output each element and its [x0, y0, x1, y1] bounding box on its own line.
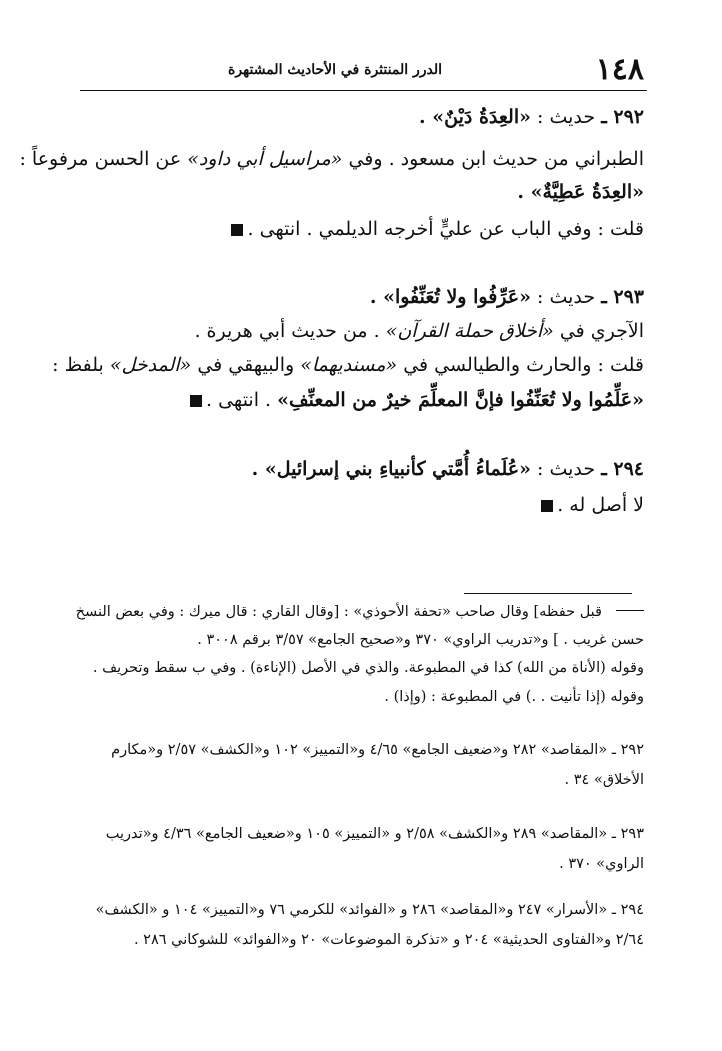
text-run: قبل حفظه] وقال صاحب «تحفة الأحوذي» : [وقال القاري : قال ميرك : وفي بعض النسخ — [75, 604, 602, 620]
text-run: الطبراني من حديث ابن مسعود . وفي — [348, 148, 644, 170]
hadith-292-note — [68, 218, 644, 240]
running-title: الدرر المنتثرة في الأحاديث المشتهرة — [227, 62, 442, 78]
text-run: . انتهى . — [206, 389, 272, 411]
hadith-294-number: ٢٩٤ ـ — [601, 458, 644, 480]
hadith-293-source — [68, 320, 644, 342]
book-title: «مسنديهما» — [300, 354, 398, 376]
continuation-dash — [616, 610, 644, 611]
hadith-292-source — [19, 148, 644, 170]
hadith-292-number: ٢٩٢ ـ — [601, 106, 644, 128]
hadith-292-text: «العِدَةُ دَيْنٌ» . — [419, 106, 531, 128]
footnote-293: ٢٩٣ ـ «المقاصد» ٢٨٩ و«الكشف» ٢/٥٨ و «التمييز» ١٠٥ و«ضعيف الجامع» ٤/٣٦ و«تدريب — [105, 826, 644, 842]
end-mark-icon — [231, 224, 243, 236]
book-title: «أخلاق حملة القرآن» — [385, 320, 554, 342]
footnote-rule — [464, 593, 632, 594]
text-run: عن الحسن مرفوعاً : — [19, 148, 182, 170]
end-mark-icon — [190, 395, 202, 407]
text-run: قلت : وفي الباب عن عليٍّ أخرجه الديلمي . انتهى . — [247, 218, 644, 240]
text-run: الآجري في — [559, 320, 644, 342]
hadith-292-variant: «العِدَةُ عَطِيَّةٌ» . — [517, 181, 644, 203]
hadith-292-label: حديث : — [537, 106, 596, 128]
header-rule — [80, 90, 647, 91]
text-run: والبيهقي في — [197, 354, 295, 376]
text-run: قلت : والحارث والطيالسي في — [403, 354, 644, 376]
book-title: «مراسيل أبي داود» — [187, 148, 343, 170]
page-number: ١٤٨ — [595, 52, 644, 87]
end-mark-icon — [541, 500, 553, 512]
hadith-293-text: «عَرِّفُوا ولا تُعَنِّفُوا» . — [369, 286, 531, 308]
footnote-continuation-line: وقوله (إذا تأنيت . .) في المطبوعة : (وإذا) . — [384, 689, 644, 705]
hadith-292-heading — [68, 106, 644, 128]
hadith-294-note — [68, 494, 644, 516]
hadith-294-text: «عُلَماءُ أُمَّتي كأنبياءِ بني إسرائيل» . — [251, 458, 531, 480]
text-run: «عَلِّمُوا ولا تُعَنِّفُوا فإنَّ المعلِّمَ خيرٌ من المعنِّفِ» — [277, 389, 644, 411]
hadith-294-label: حديث : — [537, 458, 596, 480]
text-run: . من حديث أبي هريرة . — [194, 320, 380, 342]
footnote-294-cont: ٢/٦٤ و«الفتاوى الحديثية» ٢٠٤ و «تذكرة الموضوعات» ٢٠ و«الفوائد» للشوكاني ٢٨٦ . — [133, 932, 644, 948]
text-run: لا أصل له . — [557, 494, 644, 516]
hadith-293-heading — [68, 286, 644, 308]
footnote-continuation-line: حسن غريب . ] و«تدريب الراوي» ٣٧٠ و«صحيح الجامع» ٣/٥٧ برقم ٣٠٠٨ . — [197, 632, 644, 648]
text-run: بلفظ : — [52, 354, 104, 376]
footnote-continuation-line: وقوله (الأناة من الله) كذا في المطبوعة. والذي في الأصل (الإناءة) . وفي ب سقط وتحريف . — [92, 660, 644, 676]
book-title: «المدخل» — [109, 354, 192, 376]
footnote-292: ٢٩٢ ـ «المقاصد» ٢٨٢ و«ضعيف الجامع» ٤/٦٥ و«التمييز» ١٠٢ و«الكشف» ٢/٥٧ و«مكارم — [111, 742, 644, 758]
hadith-294-heading — [68, 458, 644, 480]
hadith-293-label: حديث : — [537, 286, 596, 308]
footnote-294: ٢٩٤ ـ «الأسرار» ٢٤٧ و«المقاصد» ٢٨٦ و «الفوائد» للكرمي ٧٦ و«التمييز» ١٠٤ و «الكشف» — [95, 902, 644, 918]
hadith-293-variant — [68, 389, 644, 411]
footnote-292-cont: الأخلاق» ٣٤ . — [564, 772, 644, 788]
footnote-293-cont: الراوي» ٣٧٠ . — [559, 856, 644, 872]
hadith-293-number: ٢٩٣ ـ — [601, 286, 644, 308]
footnote-continuation-line — [68, 604, 644, 620]
hadith-293-note — [52, 354, 644, 376]
